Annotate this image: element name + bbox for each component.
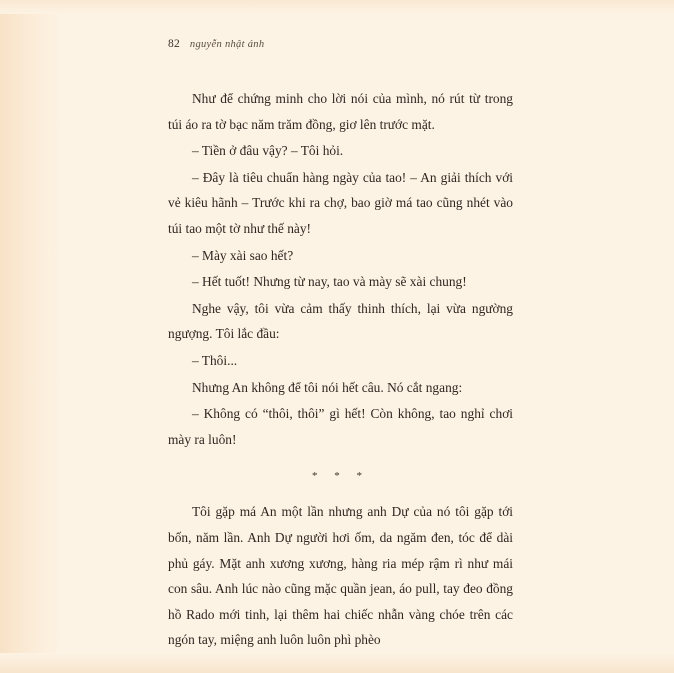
- page-top-shadow: [0, 0, 674, 14]
- paragraph: – Hết tuốt! Nhưng từ nay, tao và mày sẽ xài chung!: [192, 274, 467, 290]
- page-bottom-shadow: [0, 653, 674, 673]
- running-title: nguyễn nhật ánh: [189, 39, 265, 50]
- paragraph: Tôi gặp má An một lần nhưng anh Dự của nó tôi gặp tới bốn, năm lần. Anh Dự người hơi ốm, da ngăm đen, tóc để dài phủ gáy. Mặt anh xương xương, hàng ria mép rậm rì như mái con sâu. Anh lúc nào cũng mặc quần jean, áo pull, tay đeo đồng hồ Rado mới tinh, lại thêm hai chiếc nhẫn vàng chóe trên các ngón tay, miệng anh luôn luôn phì phèo: [168, 504, 513, 648]
- section-divider: * * *: [312, 470, 369, 483]
- page-content: [168, 38, 513, 654]
- paragraph: – Đây là tiêu chuẩn hàng ngày của tao! – An giải thích với vẻ kiêu hãnh – Trước khi ra chợ, bao giờ má tao cũng nhét vào túi tao một tờ như thế này!: [168, 169, 513, 236]
- paragraph: – Thôi...: [192, 352, 238, 368]
- paragraph: – Mày xài sao hết?: [192, 247, 294, 263]
- paragraph: Nghe vậy, tôi vừa cảm thấy thinh thích, lại vừa ngường ngượng. Tôi lắc đầu:: [168, 300, 513, 342]
- page-header: [168, 38, 513, 50]
- page-number: 82: [168, 38, 180, 50]
- page-left-shadow: [0, 0, 62, 673]
- paragraph: Nhưng An không để tôi nói hết câu. Nó cắt ngang:: [192, 379, 463, 395]
- paragraph: Như để chứng minh cho lời nói của mình, nó rút từ trong túi áo ra tờ bạc năm trăm đồng, giơ lên trước mặt.: [168, 91, 513, 132]
- paragraph: – Không có “thôi, thôi” gì hết! Còn không, tao nghỉ chơi mày ra luôn!: [168, 406, 513, 447]
- paragraph: – Tiền ở đâu vậy? – Tôi hỏi.: [192, 143, 344, 159]
